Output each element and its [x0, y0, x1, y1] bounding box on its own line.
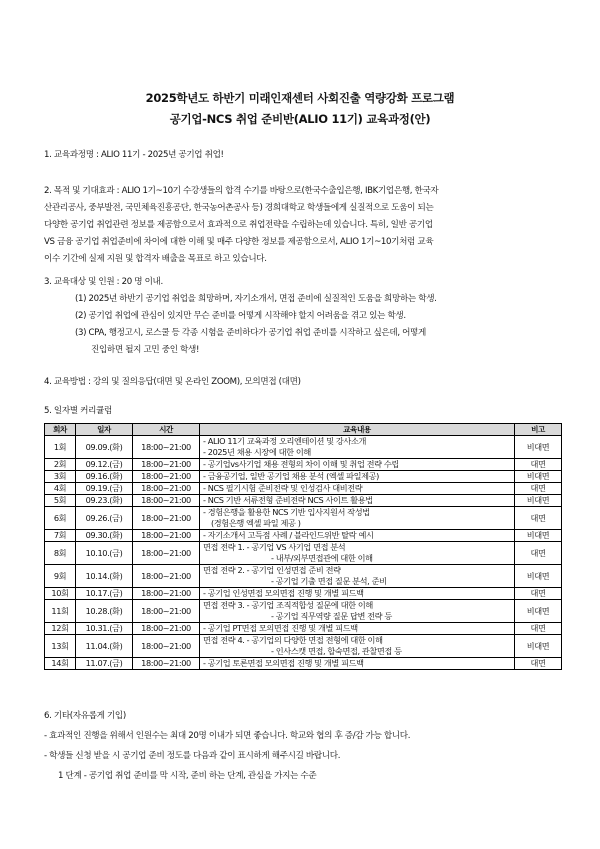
- content-line: - 내부/외부면접관에 대한 이해: [271, 553, 373, 563]
- curriculum-heading: 5. 일자별 커리큘럼: [44, 406, 112, 416]
- session-no: 6회: [45, 507, 76, 530]
- etc-heading: 6. 기타(자유롭게 기입): [44, 711, 126, 721]
- session-no: 1회: [45, 436, 76, 459]
- content-line: - 공기업 직무역량 질문 답변 전략 등: [271, 611, 392, 621]
- table-row: [45, 530, 562, 542]
- session-time: 18:00~21:00: [133, 658, 200, 670]
- session-note: 비대면: [515, 600, 562, 623]
- col-header: 교육내용: [200, 424, 515, 436]
- session-date: 10.14.(화): [76, 565, 133, 588]
- session-no: 13회: [45, 635, 76, 658]
- etc-line: 1 단계 - 공기업 취업 준비를 막 시작, 준비 하는 단계, 관심을 가지는 수준: [58, 771, 317, 781]
- session-note: 비대면: [515, 530, 562, 542]
- table-row: [45, 495, 562, 507]
- session-content: - 공기업vs사기업 채용 전형의 차이 이해 및 취업 전략 수립: [200, 459, 515, 471]
- session-date: 11.07.(금): [76, 658, 133, 670]
- session-note: 비대면: [515, 436, 562, 459]
- etc-line: - 학생들 신청 받을 시 공기업 준비 정도를 다음과 같이 표시하게 해주시길 바랍니다.: [44, 751, 341, 761]
- session-no: 4회: [45, 483, 76, 495]
- document-title: 2025학년도 하반기 미래인재센터 사회진출 역량강화 프로그램: [145, 91, 455, 105]
- table-row: [45, 588, 562, 600]
- session-date: 09.16.(화): [76, 471, 133, 483]
- purpose-line: 이수 기간에 실제 지원 및 합격자 배출을 목표로 하고 있습니다.: [44, 254, 267, 264]
- session-date: 09.26.(금): [76, 507, 133, 530]
- table-row: [45, 623, 562, 635]
- curriculum-table: [44, 423, 562, 670]
- table-row: [45, 436, 562, 459]
- content-line: - 경험은행을 활용한 NCS 기반 입사지원서 작성법: [203, 507, 370, 517]
- session-no: 8회: [45, 542, 76, 565]
- table-row: [45, 542, 562, 565]
- session-date: 10.10.(금): [76, 542, 133, 565]
- content-line: 면접 전략 3. - 공기업 조직적합성 질문에 대한 이해: [203, 600, 373, 610]
- session-no: 5회: [45, 495, 76, 507]
- session-no: 7회: [45, 530, 76, 542]
- session-date: 10.17.(금): [76, 588, 133, 600]
- session-time: 18:00~21:00: [133, 495, 200, 507]
- section-purpose: [44, 183, 564, 268]
- session-content: [200, 635, 515, 658]
- col-header: 비고: [515, 424, 562, 436]
- session-note: 비대면: [515, 495, 562, 507]
- target-item-cont: 진입하면 될지 고민 중인 학생!: [91, 345, 200, 355]
- session-time: 18:00~21:00: [133, 507, 200, 530]
- session-time: 18:00~21:00: [133, 436, 200, 459]
- section-etc: [44, 708, 564, 785]
- session-no: 12회: [45, 623, 76, 635]
- session-note: 대면: [515, 507, 562, 530]
- purpose-line: 2. 목적 및 기대효과 : ALIO 1기~10기 수강생들의 합격 수기를 바탕으로(한국수출입은행, IBK기업은행, 한국자: [44, 186, 439, 196]
- session-note: 비대면: [515, 565, 562, 588]
- table-header-row: [45, 424, 562, 436]
- session-time: 18:00~21:00: [133, 471, 200, 483]
- session-no: 10회: [45, 588, 76, 600]
- session-content: - NCS 필기시험 준비전략 및 인성검사 대비전략: [200, 483, 515, 495]
- document-subtitle: 공기업-NCS 취업 준비반(ALIO 11기) 교육과정(안): [169, 112, 431, 126]
- session-date: 09.19.(금): [76, 483, 133, 495]
- session-note: 대면: [515, 658, 562, 670]
- target-item: (2) 공기업 취업에 관심이 있지만 무슨 준비를 어떻게 시작해야 할지 어려움을 겪고 있는 학생.: [75, 311, 406, 321]
- table-row: [45, 459, 562, 471]
- session-no: 14회: [45, 658, 76, 670]
- session-content: [200, 507, 515, 530]
- session-time: 18:00~21:00: [133, 623, 200, 635]
- target-item: (1) 2025년 하반기 공기업 취업을 희망하며, 자기소개서, 면접 준비에 실질적인 도움을 희망하는 학생.: [75, 294, 437, 304]
- session-time: 18:00~21:00: [133, 600, 200, 623]
- session-note: 비대면: [515, 635, 562, 658]
- content-line: 면접 전략 2. - 공기업 인성면접 준비 전략: [203, 565, 341, 575]
- session-no: 2회: [45, 459, 76, 471]
- session-content: - 공기업 토론면접 모의면접 진행 및 개별 피드백: [200, 658, 515, 670]
- etc-line: - 효과적인 진행을 위해서 인원수는 최대 20명 이내가 되면 좋습니다. 학교와 협의 후 증/감 가능 합니다.: [44, 731, 411, 741]
- session-date: 09.09.(화): [76, 436, 133, 459]
- table-row: [45, 483, 562, 495]
- session-content: [200, 600, 515, 623]
- session-content: [200, 565, 515, 588]
- session-note: 대면: [515, 459, 562, 471]
- table-row: [45, 658, 562, 670]
- content-line: - 2025년 채용 시장에 대한 이해: [203, 447, 311, 457]
- content-line: - ALIO 11기 교육과정 오리엔테이션 및 강사소개: [203, 436, 366, 446]
- session-time: 18:00~21:00: [133, 588, 200, 600]
- table-row: [45, 635, 562, 658]
- session-date: 11.04.(화): [76, 635, 133, 658]
- session-no: 3회: [45, 471, 76, 483]
- table-row: [45, 600, 562, 623]
- session-time: 18:00~21:00: [133, 542, 200, 565]
- session-note: 대면: [515, 588, 562, 600]
- session-note: 대면: [515, 483, 562, 495]
- session-content: - NCS 기반 서류전형 준비전략 NCS 사이트 활용법: [200, 495, 515, 507]
- session-no: 11회: [45, 600, 76, 623]
- course-name-text: 1. 교육과정명 : ALIO 11기 - 2025년 공기업 취업!: [44, 150, 224, 160]
- content-line: - 인사스캣 면접, 합숙면접, 관찰면접 등: [271, 646, 402, 656]
- method-text: 4. 교육방법 : 강의 및 질의응답(대면 및 온라인 ZOOM), 모의면접 (대면): [44, 377, 301, 387]
- session-date: 10.31.(금): [76, 623, 133, 635]
- session-date: 09.23.(화): [76, 495, 133, 507]
- session-time: 18:00~21:00: [133, 530, 200, 542]
- target-heading: 3. 교육대상 및 인원 : 20 명 이내.: [44, 277, 163, 287]
- session-note: 대면: [515, 542, 562, 565]
- session-content: - 금융공기업, 일반 공기업 채용 분석 (엑셀 파일제공): [200, 471, 515, 483]
- content-line: - 공기업 기출 면접 질문 분석, 준비: [271, 576, 387, 586]
- session-time: 18:00~21:00: [133, 565, 200, 588]
- session-content: - 자기소개서 고득점 사례 / 블라인드위반 탈락 예시: [200, 530, 515, 542]
- session-note: 비대면: [515, 471, 562, 483]
- purpose-line: 다양한 공기업 취업관련 정보를 제공함으로서 효과적으로 취업전략을 수립하는데 있습니다. 특히, 일반 공기업: [44, 220, 433, 230]
- col-header: 일자: [76, 424, 133, 436]
- table-row: [45, 507, 562, 530]
- content-line: 면접 전략 1. - 공기업 VS 사기업 면접 분석: [203, 542, 346, 552]
- session-no: 9회: [45, 565, 76, 588]
- section-curriculum-heading: [44, 403, 564, 420]
- session-time: 18:00~21:00: [133, 483, 200, 495]
- session-content: [200, 542, 515, 565]
- section-target: [44, 274, 564, 359]
- session-time: 18:00~21:00: [133, 635, 200, 658]
- session-date: 10.28.(화): [76, 600, 133, 623]
- session-time: 18:00~21:00: [133, 459, 200, 471]
- session-note: 대면: [515, 623, 562, 635]
- purpose-line: 산관리공사, 중부발전, 국민체육진흥공단, 한국농어촌공사 등) 경희대학교 학생들에게 실질적으로 도움이 되는: [44, 203, 434, 213]
- target-item: (3) CPA, 행정고시, 로스쿨 등 각종 시험을 준비하다가 공기업 취업 준비를 시작하고 싶은데, 어떻게: [75, 328, 426, 338]
- session-date: 09.12.(금): [76, 459, 133, 471]
- table-row: [45, 471, 562, 483]
- session-content: - 공기업 인성면접 모의면접 진행 및 개별 피드백: [200, 588, 515, 600]
- section-course-name: [44, 147, 564, 164]
- content-line: (경험은행 엑셀 파일 제공 ): [211, 518, 301, 528]
- col-header: 회차: [45, 424, 76, 436]
- col-header: 시간: [133, 424, 200, 436]
- purpose-line: VS 금융 공기업 취업준비에 차이에 대한 이해 및 매주 다양한 정보를 제공함으로서, ALIO 1기~10기처럼 교육: [44, 237, 434, 247]
- session-content: [200, 436, 515, 459]
- session-date: 09.30.(화): [76, 530, 133, 542]
- content-line: 면접 전략 4. - 공기업의 다양한 면접 전형에 대한 이해: [203, 635, 383, 645]
- section-method: [44, 374, 564, 391]
- session-content: - 공기업 PT면접 모의면접 진행 및 개별 피드백: [200, 623, 515, 635]
- table-row: [45, 565, 562, 588]
